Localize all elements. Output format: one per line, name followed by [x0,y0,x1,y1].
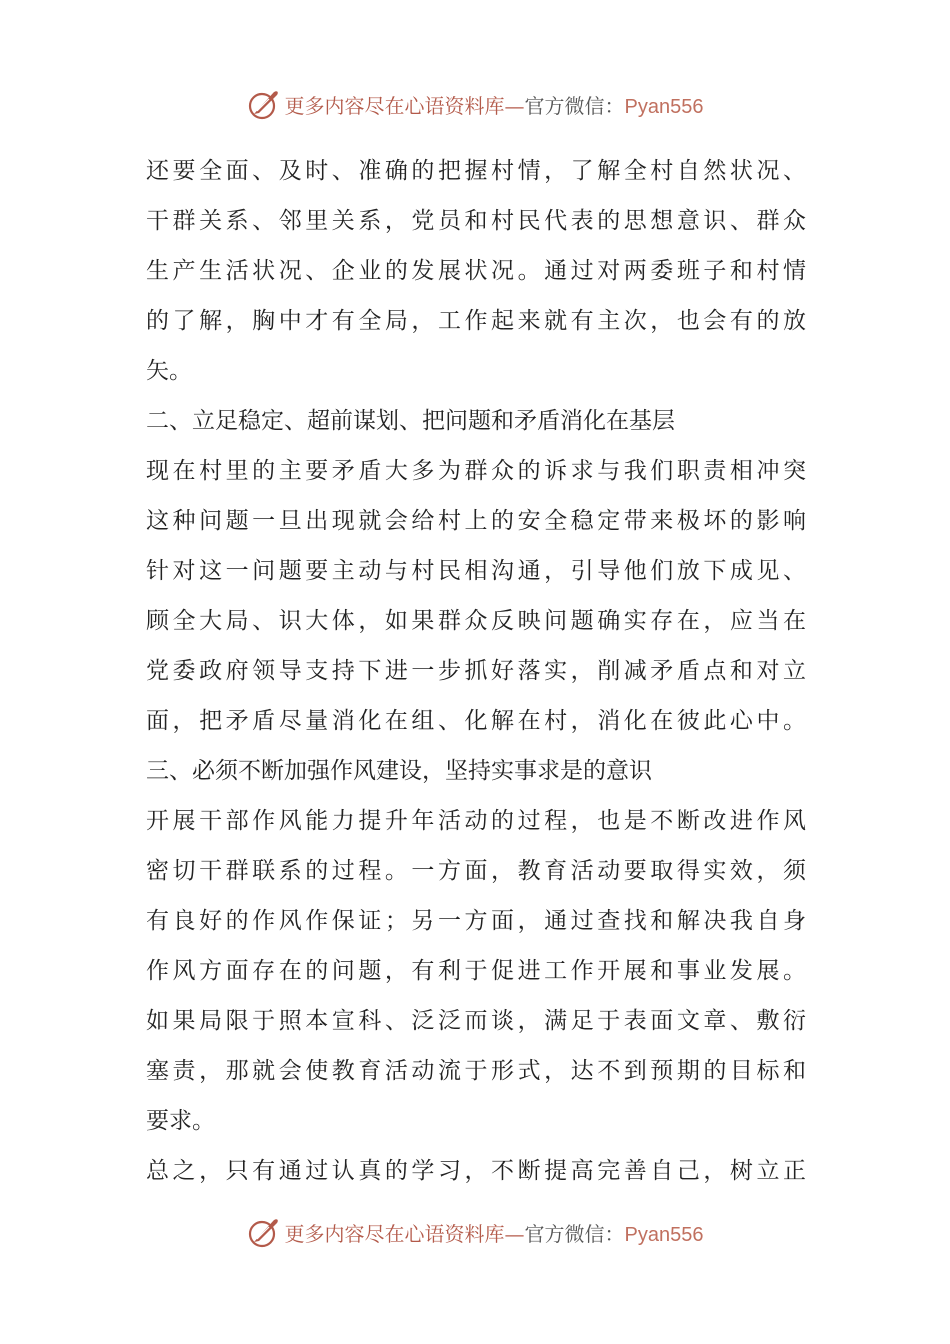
text-line: 有良好的作风作保证；另一方面，通过查找和解决我自身 [146,908,806,934]
banner-site-text: 更多内容尽在心语资料库 [284,93,505,118]
text-line: 生产生活状况、企业的发展状况。通过对两委班子和村情 [146,258,806,284]
quill-logo-icon [247,1215,281,1249]
text-line: 要求。 [146,1108,215,1134]
text-line: 干群关系、邻里关系，党员和村民代表的思想意识、群众 [146,208,806,234]
text-line: 面，把矛盾尽量消化在组、化解在村，消化在彼此心中。 [146,708,806,734]
text-line: 二、立足稳定、超前谋划、把问题和矛盾消化在基层 [146,408,675,434]
text-line: 作风方面存在的问题，有利于促进工作开展和事业发展。 [146,958,806,984]
text-line: 如果局限于照本宣科、泛泛而谈，满足于表面文章、敷衍 [146,1008,806,1034]
text-line: 还要全面、及时、准确的把握村情，了解全村自然状况、 [146,158,806,184]
text-line: 三、必须不断加强作风建设，坚持实事求是的意识 [146,758,652,784]
text-line: 党委政府领导支持下进一步抓好落实，削减矛盾点和对立 [146,658,806,684]
banner-wechat-id: Pyan556 [624,1223,704,1246]
text-line: 密切干群联系的过程。一方面，教育活动要取得实效，须 [146,858,806,884]
text-line: 矢。 [146,358,192,384]
text-line: 顾全大局、识大体，如果群众反映问题确实存在，应当在 [146,608,806,634]
banner-dash: — [504,1221,525,1246]
text-line: 针对这一问题要主动与村民相沟通，引导他们放下成见、 [146,558,806,584]
header-banner [0,84,950,124]
text-line: 塞责，那就会使教育活动流于形式，达不到预期的目标和 [146,1058,806,1084]
text-line: 的了解，胸中才有全局，工作起来就有主次，也会有的放 [146,308,806,334]
footer-banner [0,1212,950,1252]
banner-dash: — [504,93,525,118]
banner-site-text: 更多内容尽在心语资料库 [284,1221,505,1246]
banner-text [285,1218,704,1247]
text-line: 这种问题一旦出现就会给村上的安全稳定带来极坏的影响 [146,508,806,534]
text-line: 总之，只有通过认真的学习，不断提高完善自己，树立正 [146,1158,806,1184]
text-line: 现在村里的主要矛盾大多为群众的诉求与我们职责相冲突 [146,458,806,484]
text-line: 开展干部作风能力提升年活动的过程，也是不断改进作风 [146,808,806,834]
document-body [146,146,806,1196]
banner-wechat-label: 官方微信： [524,1221,625,1246]
quill-logo-icon [247,87,281,121]
banner-wechat-label: 官方微信： [524,93,625,118]
banner-wechat-id: Pyan556 [624,95,704,118]
banner-text [285,90,704,119]
